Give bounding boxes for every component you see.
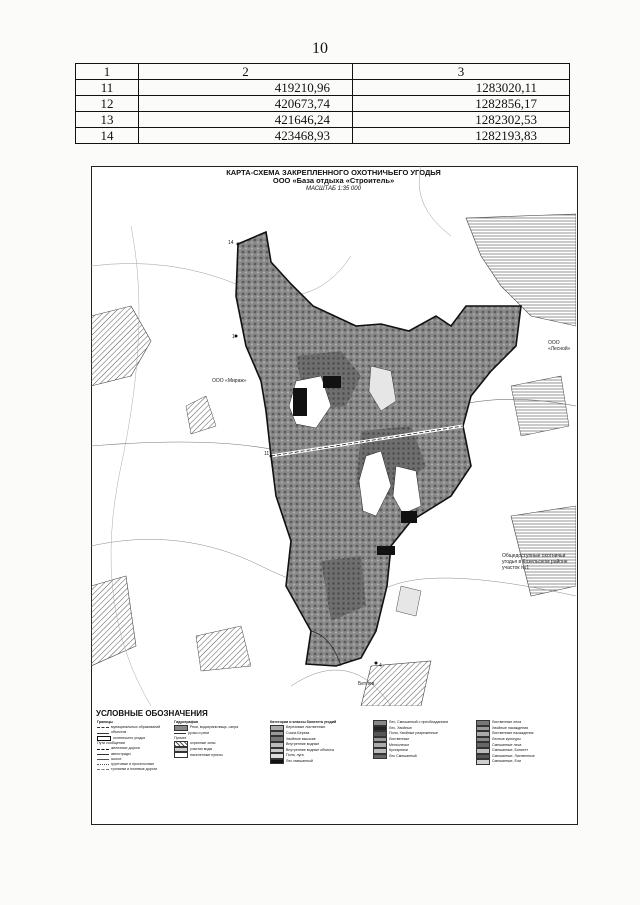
legend-column-forest — [373, 720, 473, 759]
legend-heading: Категории и классы бонитета угодий — [270, 720, 337, 724]
map-label-town: Бетлев — [358, 681, 375, 687]
legend-item: шоссе — [97, 757, 177, 762]
legend-item: Хвойные высокие — [270, 736, 370, 742]
page-number: 10 — [312, 40, 328, 57]
clearing — [396, 586, 421, 616]
hunting-area-map — [91, 166, 576, 706]
point-number: 14 — [76, 128, 139, 144]
legend-item: Лесные культуры — [476, 737, 574, 743]
water-body — [323, 376, 341, 388]
point-label: 11 — [264, 451, 270, 457]
coord-x: 420673,74 — [139, 96, 353, 112]
point-label: 4 — [379, 663, 382, 669]
legend-item: Смешанные леса — [476, 742, 574, 748]
coord-x: 419210,96 — [139, 80, 353, 96]
map-label-neighbor-note: Общедоступные охотничьи угодья в Козельском районе участок №1 — [502, 553, 568, 571]
legend-item: Смешанные, Ели — [476, 759, 574, 765]
map-title — [91, 169, 576, 193]
point-label: 1 — [232, 334, 235, 340]
table-row — [76, 96, 570, 112]
legend-title: УСЛОВНЫЕ ОБОЗНАЧЕНИЯ — [96, 709, 208, 718]
legend-item: Смешанные, Бонитет — [476, 748, 574, 754]
column-header: 3 — [353, 64, 570, 80]
boundary-point — [270, 455, 273, 458]
legend-item: Лиственные леса — [476, 720, 574, 726]
legend-item: Лиственные — [373, 737, 473, 743]
neighbor-area — [196, 626, 251, 671]
legend-item: Сосна Береза — [270, 731, 370, 737]
point-number: 11 — [76, 80, 139, 96]
column-header: 2 — [139, 64, 353, 80]
legend-item: автострады — [97, 752, 177, 757]
legend-item: Лес, Хвойные — [373, 726, 473, 732]
legend-item: тропинки и полевые дороги — [97, 767, 177, 772]
legend-item: Внутренние водные — [270, 742, 370, 748]
legend-item: железные дороги — [97, 746, 177, 751]
legend-item: Пути сообщения — [97, 741, 125, 746]
legend-column-categories — [270, 720, 370, 764]
legend-item: Лес смешанный — [270, 759, 370, 765]
coord-x: 421646,24 — [139, 112, 353, 128]
legend-item: охранные зоны — [174, 741, 269, 747]
neighbor-area — [91, 306, 151, 386]
point-number: 12 — [76, 96, 139, 112]
map-label-ooo-1: ООО «Мираж» — [212, 378, 247, 384]
legend-item: ручьи и реки — [174, 731, 269, 736]
legend-item: Реки, водохранилища, озера — [174, 725, 269, 731]
neighbor-area — [511, 506, 576, 596]
water-body — [377, 546, 395, 555]
coord-y: 1282856,17 — [353, 96, 570, 112]
boundary-point — [375, 662, 378, 665]
map-legend — [91, 707, 578, 825]
coord-x: 423468,93 — [139, 128, 353, 144]
legend-item: охотничьего угодья — [97, 736, 177, 742]
legend-item: Лес, Смешанный с преобладанием — [373, 720, 473, 726]
legend-item: Лес Смешанный — [373, 754, 473, 760]
legend-item: Березовые лиственные — [270, 725, 370, 731]
coord-y: 1282302,53 — [353, 112, 570, 128]
table-row — [76, 80, 570, 96]
map-title-line2: ООО «База отдыха «Строитель» — [272, 176, 395, 185]
legend-column-boundaries — [97, 720, 177, 772]
map-label-ooo-2: ООО «Лесной» — [548, 340, 571, 352]
map-title-line1: КАРТА-СХЕМА ЗАКРЕПЛЕННОГО ОХОТНИЧЬЕГО УГОДЬЯ — [226, 168, 441, 177]
legend-item: Смешанные, Лиственные — [476, 754, 574, 760]
legend-item: Кустарники — [373, 748, 473, 754]
point-number: 13 — [76, 112, 139, 128]
point-label: 14 — [228, 240, 234, 246]
road — [91, 256, 351, 296]
legend-item: Хвойные насаждения — [476, 726, 574, 732]
legend-item: муниципальных образований — [97, 725, 177, 730]
coord-y: 1282193,83 — [353, 128, 570, 144]
water-body — [293, 388, 307, 416]
boundary-point — [237, 243, 240, 246]
table-row — [76, 128, 570, 144]
legend-heading: Границы — [97, 720, 113, 724]
table-header-row — [76, 64, 570, 80]
table-row — [76, 112, 570, 128]
legend-item: Прочее — [174, 736, 187, 740]
water-body — [401, 511, 417, 523]
map-scale: МАСШТАБ 1:35 000 — [306, 186, 361, 192]
legend-column-hydrography — [174, 720, 269, 758]
column-header: 1 — [76, 64, 139, 80]
legend-heading: Гидрография — [174, 720, 198, 724]
legend-column-forest-types — [476, 720, 574, 765]
neighbor-area — [91, 576, 136, 666]
legend-item: объектов — [97, 730, 177, 735]
legend-item: грунтовые и проселочные — [97, 762, 177, 767]
neighbor-area — [511, 376, 569, 436]
coordinates-table — [75, 63, 570, 144]
neighbor-area — [186, 396, 216, 434]
legend-item: Лиственные насаждения — [476, 731, 574, 737]
legend-item: Поля, Хвойные разреженные — [373, 731, 473, 737]
coord-y: 1283020,11 — [353, 80, 570, 96]
legend-item: Поля, луга — [270, 753, 370, 759]
legend-item: населенные пункты — [174, 752, 269, 758]
legend-item: участки воды — [174, 747, 269, 753]
legend-item: Мелколесье — [373, 742, 473, 748]
legend-item: Внутренние водные объекты — [270, 748, 370, 754]
